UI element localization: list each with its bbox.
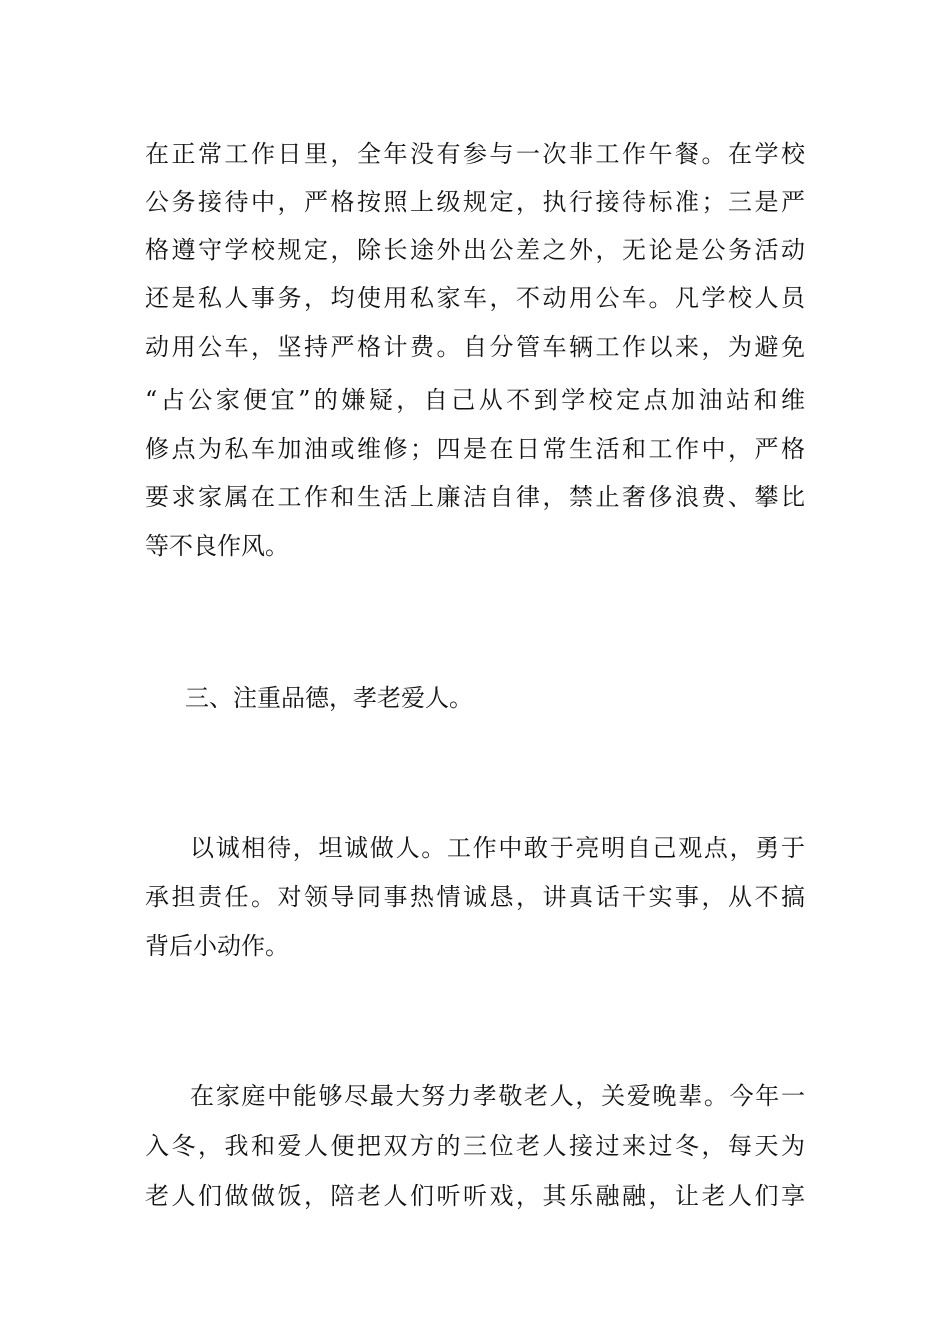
paragraph-1-line-4: 还是私人事务，均使用私家车，不动用公车。凡学校人员 <box>145 284 805 312</box>
paragraph-2-line-2: 承担责任。对领导同事热情诚恳，讲真话干实事，从不搞 <box>145 883 805 911</box>
section-heading: 三、注重品德，孝老爱人。 <box>185 684 473 712</box>
paragraph-3-line-1: 在家庭中能够尽最大努力孝敬老人，关爱晚辈。今年一 <box>190 1082 805 1110</box>
paragraph-1-line-1: 在正常工作日里，全年没有参与一次非工作午餐。在学校 <box>145 140 805 168</box>
paragraph-2-line-1: 以诚相待，坦诚做人。工作中敢于亮明自己观点，勇于 <box>190 834 805 862</box>
paragraph-3-line-3: 老人们做做饭，陪老人们听听戏，其乐融融，让老人们享 <box>145 1182 805 1210</box>
paragraph-1-line-2: 公务接待中，严格按照上级规定，执行接待标准；三是严 <box>145 188 805 216</box>
paragraph-1-line-6: “占公家便宜”的嫌疑，自己从不到学校定点加油站和维 <box>145 386 805 414</box>
paragraph-1-line-5: 动用公车，坚持严格计费。自分管车辆工作以来，为避免 <box>145 333 805 361</box>
paragraph-3-line-2: 入冬，我和爱人便把双方的三位老人接过来过冬，每天为 <box>145 1132 805 1160</box>
paragraph-1-line-3: 格遵守学校规定，除长途外出公差之外，无论是公务活动 <box>145 236 805 264</box>
paragraph-1-line-9: 等不良作风。 <box>145 532 289 560</box>
paragraph-1-line-8: 要求家属在工作和生活上廉洁自律，禁止奢侈浪费、攀比 <box>145 483 805 511</box>
paragraph-1-line-7: 修点为私车加油或维修；四是在日常生活和工作中，严格 <box>145 435 805 463</box>
paragraph-2-line-3: 背后小动作。 <box>145 932 289 960</box>
